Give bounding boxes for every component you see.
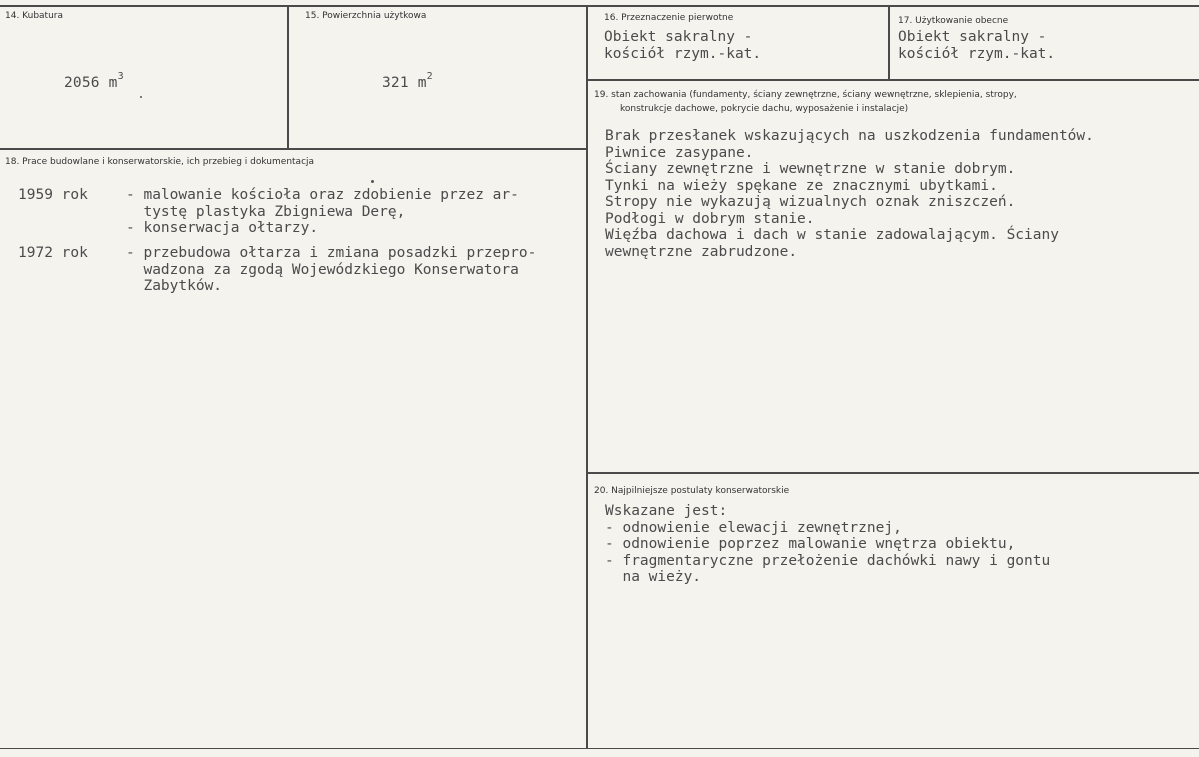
field15-unit-exponent: 2 bbox=[426, 71, 433, 82]
field19-line: Więźba dachowa i dach w stanie zadowalającym. Ściany bbox=[605, 227, 1059, 243]
field18-line: - konserwacja ołtarzy. bbox=[126, 220, 319, 236]
field18-year: 1959 rok bbox=[18, 187, 88, 203]
field19-value bbox=[605, 128, 1094, 260]
field17-line: Obiekt sakralny - bbox=[898, 29, 1047, 45]
field14-unit-exponent: 3 bbox=[117, 71, 124, 82]
field20-line: Wskazane jest: bbox=[605, 503, 728, 519]
field19-line: Tynki na wieży spękane ze znacznymi ubytkami. bbox=[605, 177, 998, 194]
field19-label-line1: 19. stan zachowania (fundamenty, ściany zewnętrzne, ściany wewnętrzne, sklepienia, stropy, bbox=[594, 90, 1017, 100]
field15-number: 321 m bbox=[382, 75, 427, 91]
field16-value bbox=[604, 29, 761, 62]
field19-line: Piwnice zasypane. bbox=[605, 144, 754, 161]
divider-below-14-15 bbox=[0, 148, 588, 150]
field19-line: Brak przesłanek wskazujących na uszkodzenia fundamentów. bbox=[605, 128, 1094, 144]
field16-line: kościół rzym.-kat. bbox=[604, 45, 762, 62]
field18-line: wadzona za zgodą Wojewódzkiego Konserwatora bbox=[126, 261, 519, 278]
field14-number: 2056 m bbox=[64, 75, 118, 91]
field20-value bbox=[605, 503, 1050, 586]
field18-line: Zabytków. bbox=[126, 278, 223, 294]
field18-label: 18. Prace budowlane i konserwatorskie, ich przebieg i dokumentacja bbox=[5, 157, 315, 167]
field19-line: Stropy nie wykazują wizualnych oznak zniszczeń. bbox=[605, 194, 1016, 210]
field18-entry-1972 bbox=[18, 245, 536, 295]
field15-label: 15. Powierzchnia użytkowa bbox=[305, 11, 427, 21]
field20-line: na wieży. bbox=[605, 569, 702, 585]
field16-line: Obiekt sakralny - bbox=[604, 29, 753, 45]
field19-line: Podłogi w dobrym stanie. bbox=[605, 210, 815, 227]
field17-value bbox=[898, 29, 1055, 62]
field18-line: - przebudowa ołtarza i zmiana posadzki przepro- bbox=[126, 245, 537, 261]
divider-below-16-17 bbox=[588, 79, 1199, 81]
field20-line: - fragmentaryczne przełożenie dachówki nawy i gontu bbox=[605, 552, 1051, 569]
field17-label: 17. Użytkowanie obecne bbox=[898, 16, 1009, 26]
field16-label: 16. Przeznaczenie pierwotne bbox=[604, 13, 734, 23]
field20-line: - odnowienie poprzez malowanie wnętrza obiektu, bbox=[605, 536, 1016, 552]
field15-value bbox=[382, 69, 433, 92]
field20-label: 20. Najpilniejsze postulaty konserwatorskie bbox=[594, 486, 790, 496]
field19-label-line2: konstrukcje dachowe, pokrycie dachu, wyposażenie i instalacje) bbox=[620, 104, 909, 114]
divider-14-15 bbox=[287, 6, 289, 149]
divider-16-17 bbox=[888, 6, 890, 80]
ink-dot bbox=[371, 180, 374, 183]
ink-dot bbox=[140, 96, 142, 98]
field14-value bbox=[64, 69, 124, 92]
bottom-border bbox=[0, 748, 1199, 749]
field19-line: wewnętrzne zabrudzone. bbox=[605, 243, 798, 260]
field18-year: 1972 rok bbox=[18, 245, 88, 261]
field18-entry-1959 bbox=[18, 187, 519, 237]
field19-line: Ściany zewnętrzne i wewnętrzne w stanie dobrym. bbox=[605, 161, 1016, 177]
field20-line: - odnowienie elewacji zewnętrznej, bbox=[605, 519, 902, 536]
field18-line: - malowanie kościoła oraz zdobienie przez ar- bbox=[126, 187, 519, 203]
field17-line: kościół rzym.-kat. bbox=[898, 45, 1056, 62]
field18-line: tystę plastyka Zbigniewa Derę, bbox=[126, 203, 406, 220]
divider-19-20 bbox=[588, 472, 1199, 474]
divider-left-right bbox=[586, 6, 588, 748]
top-border bbox=[0, 5, 1199, 7]
field14-label: 14. Kubatura bbox=[5, 11, 64, 21]
